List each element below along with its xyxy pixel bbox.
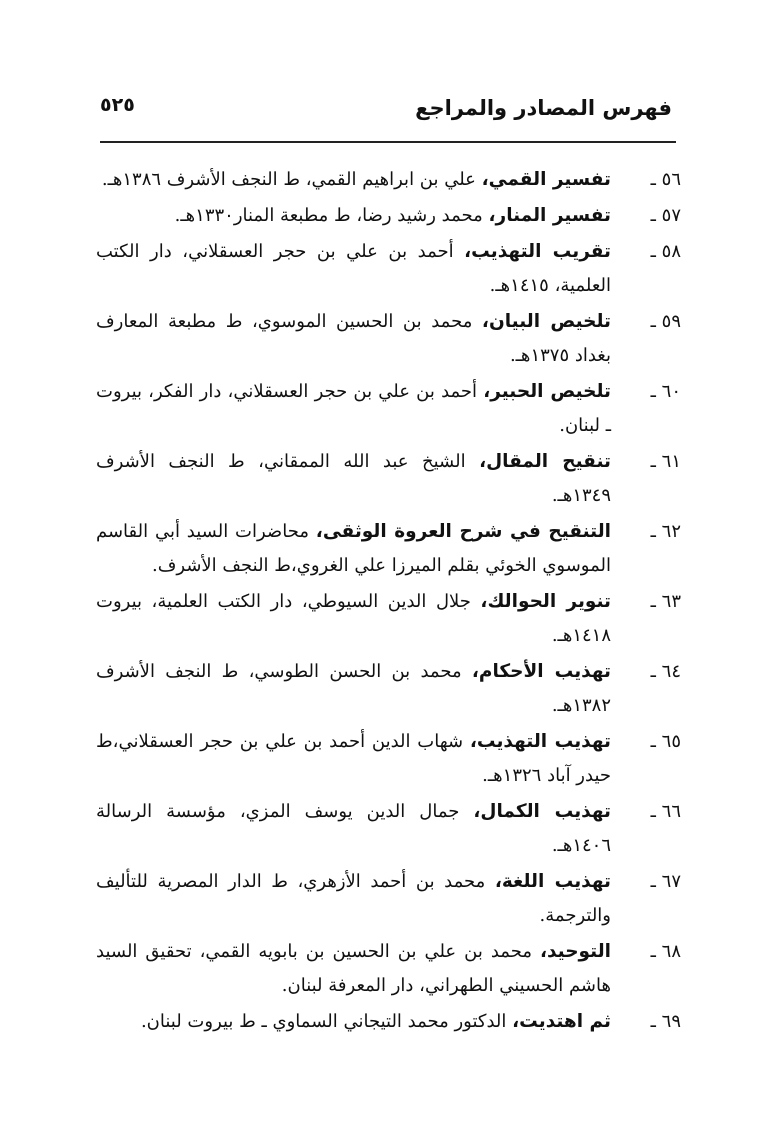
bibliography-entry <box>96 585 681 653</box>
entry-title: تفسير القمي، <box>481 169 611 190</box>
bibliography-entry <box>96 1005 681 1039</box>
bibliography-list <box>96 163 681 1041</box>
bibliography-entry <box>96 305 681 373</box>
entry-title: تقريب التهذيب، <box>464 241 611 262</box>
page-header <box>100 92 672 132</box>
entry-title: تهذيب التهذيب، <box>469 731 611 752</box>
bibliography-entry <box>96 375 681 443</box>
entry-details: محمد رشيد رضا، ط مطبعة المنار١٣٣٠هـ. <box>174 205 489 226</box>
running-title: فهرس المصادر والمراجع <box>415 96 672 120</box>
entry-number: ٦٠ ـ <box>650 381 681 402</box>
bibliography-entry <box>96 865 681 933</box>
entry-number: ٦٧ ـ <box>650 871 681 892</box>
entry-details: محاضرات السيد أبي القاسم الموسوي الخوئي بقلم الميرزا علي الغروي،ط النجف الأشرف. <box>96 521 611 576</box>
bibliography-entry <box>96 725 681 793</box>
entry-details: جمال الدين يوسف المزي، مؤسسة الرسالة ١٤٠٦هـ. <box>96 801 611 856</box>
entry-details: أحمد بن علي بن حجر العسقلاني، دار الكتب العلمية، ١٤١٥هـ. <box>96 241 611 296</box>
page-number: ٥٢٥ <box>100 94 135 116</box>
entry-details: الشيخ عبد الله الممقاني، ط النجف الأشرف ١٣٤٩هـ. <box>96 451 611 506</box>
entry-number: ٦٥ ـ <box>650 731 681 752</box>
entry-number: ٥٧ ـ <box>650 205 681 226</box>
entry-number: ٥٩ ـ <box>650 311 681 332</box>
entry-details: أحمد بن علي بن حجر العسقلاني، دار الفكر، بيروت ـ لبنان. <box>96 381 611 436</box>
bibliography-entry <box>96 795 681 863</box>
entry-title: تلخيص البيان، <box>481 311 612 332</box>
entry-details: الدكتور محمد التيجاني السماوي ـ ط بيروت لبنان. <box>140 1011 513 1032</box>
entry-title: تهذيب الأحكام، <box>471 661 611 682</box>
entry-details: محمد بن علي بن الحسين بن بابويه القمي، تحقيق السيد هاشم الحسيني الطهراني، دار المعرفة لبنان. <box>96 941 611 996</box>
entry-details: محمد بن الحسين الموسوي، ط مطبعة المعارف بغداد ١٣٧٥هـ. <box>96 311 611 366</box>
entry-details: علي بن ابراهيم القمي، ط النجف الأشرف ١٣٨٦هـ. <box>101 169 482 190</box>
entry-number: ٦٨ ـ <box>650 941 681 962</box>
entry-number: ٥٦ ـ <box>650 169 681 190</box>
entry-details: محمد بن أحمد الأزهري، ط الدار المصرية للتأليف والترجمة. <box>96 871 611 926</box>
entry-number: ٦٦ ـ <box>650 801 681 822</box>
entry-number: ٥٨ ـ <box>650 241 681 262</box>
entry-title: تنوير الحوالك، <box>480 591 611 612</box>
entry-details: جلال الدين السيوطي، دار الكتب العلمية، بيروت ١٤١٨هـ. <box>96 591 611 646</box>
bibliography-entry <box>96 163 681 197</box>
entry-title: ثم اهتديت، <box>512 1011 611 1032</box>
bibliography-entry <box>96 515 681 583</box>
entry-number: ٦٢ ـ <box>650 521 681 542</box>
bibliography-entry <box>96 655 681 723</box>
bibliography-entry <box>96 235 681 303</box>
entry-number: ٦٩ ـ <box>650 1011 681 1032</box>
entry-number: ٦٤ ـ <box>650 661 681 682</box>
bibliography-entry <box>96 199 681 233</box>
entry-details: شهاب الدين أحمد بن علي بن حجر العسقلاني،ط حيدر آباد ١٣٢٦هـ. <box>96 731 611 786</box>
header-divider <box>100 141 676 143</box>
entry-title: تهذيب اللغة، <box>494 871 611 892</box>
bibliography-entry <box>96 935 681 1003</box>
entry-number: ٦١ ـ <box>650 451 681 472</box>
entry-title: التوحيد، <box>539 941 611 962</box>
entry-number: ٦٣ ـ <box>650 591 681 612</box>
entry-title: تنقيح المقال، <box>479 451 611 472</box>
entry-title: تلخيص الحبير، <box>483 381 611 402</box>
entry-title: التنقيح في شرح العروة الوثقى، <box>315 521 611 542</box>
bibliography-entry <box>96 445 681 513</box>
entry-details: محمد بن الحسن الطوسي، ط النجف الأشرف ١٣٨٢هـ. <box>96 661 611 716</box>
entry-title: تهذيب الكمال، <box>473 801 611 822</box>
entry-title: تفسير المنار، <box>488 205 611 226</box>
